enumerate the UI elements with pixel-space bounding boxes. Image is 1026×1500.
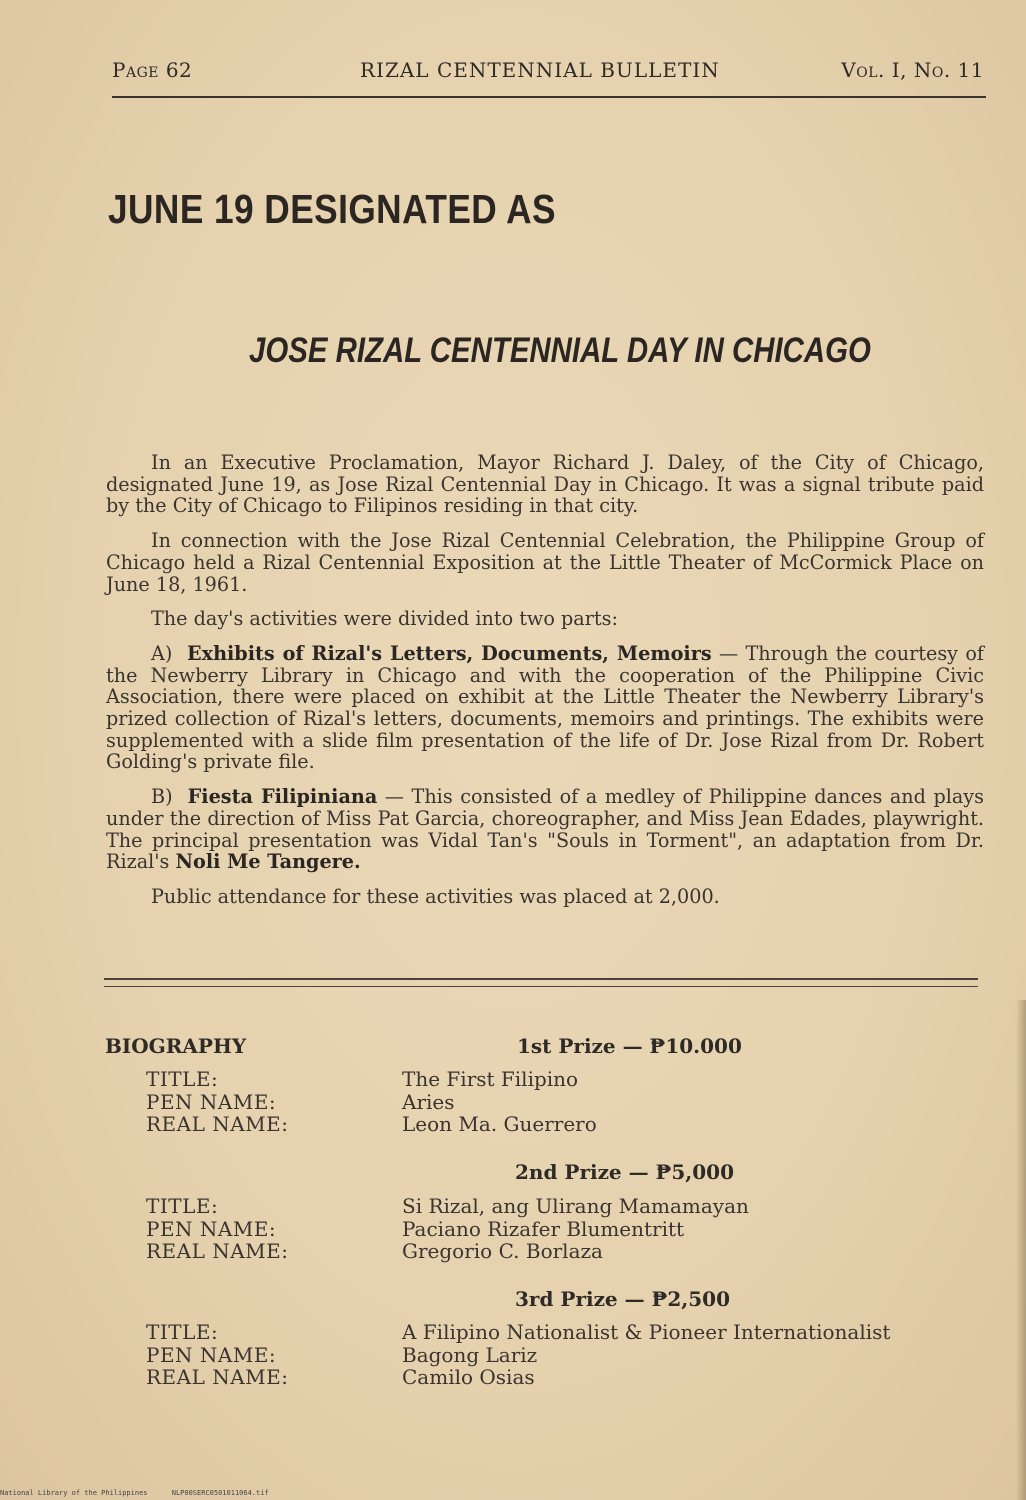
paragraph: Public attendance for these activities was placed at 2,000. [151, 884, 720, 908]
field-label-real-name: REAL NAME: [146, 1365, 289, 1389]
item-heading: Exhibits of Rizal's Letters, Documents, Memoirs [187, 641, 712, 665]
scan-footer [0, 1489, 289, 1497]
entry-pen-name: Paciano Rizafer Blumentritt [402, 1216, 685, 1241]
prize-heading: 3rd Prize — ₱2,500 [515, 1287, 730, 1311]
entry-title: A Filipino Nationalist & Pioneer Internationalist [402, 1320, 891, 1344]
field-label-title: TITLE: [146, 1194, 219, 1218]
field-label-real-name: REAL NAME: [146, 1239, 289, 1263]
item-label: A) [151, 641, 173, 665]
publication-title: RIZAL CENTENNIAL BULLETIN [360, 58, 720, 82]
paragraph: The day's activities were divided into two parts: [151, 607, 618, 631]
article-headline: JUNE 19 DESIGNATED AS [108, 186, 556, 232]
entry-real-name: Camilo Osias [402, 1365, 535, 1389]
field-label-title: TITLE: [146, 1067, 219, 1091]
item-text: — This consisted of a medley of Philippine dances and plays under the direction of Miss Pat Garcia, choreographer, and Miss Jean Edades, playwright. The principal presentation was Vidal Tan's "Souls in Torment", an adaptation from Dr. Rizal's [106, 785, 984, 874]
prize-heading: 2nd Prize — ₱5,000 [515, 1160, 735, 1184]
award-category: BIOGRAPHY [105, 1034, 247, 1058]
item-text: — Through the courtesy of the Newberry Library in Chicago and with the cooperation of the Philippine Civic Association, there were placed on exhibit at the Little Theater the Newberry Library's prized collection of Rizal's letters, documents, memoirs and printings. The exhibits were supplemented with a slide film presentation of the life of Dr. Jose Rizal from Dr. Robert Golding's private file. [106, 641, 984, 774]
field-label-title: TITLE: [146, 1320, 219, 1344]
field-label-real-name: REAL NAME: [146, 1112, 289, 1136]
entry-title: The First Filipino [402, 1067, 579, 1091]
item-label: B) [151, 785, 173, 809]
entry-pen-name: Bagong Lariz [402, 1342, 538, 1367]
page-number: Page 62 [112, 58, 193, 82]
article-subheadline: JOSE RIZAL CENTENNIAL DAY IN CHICAGO [249, 331, 871, 370]
field-label-pen-name: PEN NAME: [146, 1089, 277, 1114]
entry-pen-name: Aries [402, 1089, 455, 1114]
work-title: Noli Me Tangere. [175, 850, 361, 874]
footer-file: NLP00SERC0501011064.tif [171, 1489, 269, 1497]
footer-library: National Library of the Philippines [0, 1489, 148, 1497]
field-label-pen-name: PEN NAME: [146, 1216, 277, 1241]
issue-number: Vol. I, No. 11 [841, 58, 984, 82]
entry-title: Si Rizal, ang Ulirang Mamamayan [402, 1194, 749, 1218]
paragraph: In connection with the Jose Rizal Centennial Celebration, the Philippine Group of Chicago held a Rizal Centennial Exposition at the Little Theater of McCormick Place on June 18, 1961. [106, 529, 984, 596]
item-heading: Fiesta Filipiniana [187, 785, 378, 809]
field-label-pen-name: PEN NAME: [146, 1342, 277, 1367]
paragraph: In an Executive Proclamation, Mayor Richard J. Daley, of the City of Chicago, designated June 19, as Jose Rizal Centennial Day in Chicago. It was a signal tribute paid by the City of Chicago to Filipinos residing in that city. [106, 451, 984, 518]
entry-real-name: Gregorio C. Borlaza [402, 1239, 603, 1263]
entry-real-name: Leon Ma. Guerrero [402, 1112, 597, 1136]
prize-heading: 1st Prize — ₱10.000 [517, 1034, 742, 1058]
